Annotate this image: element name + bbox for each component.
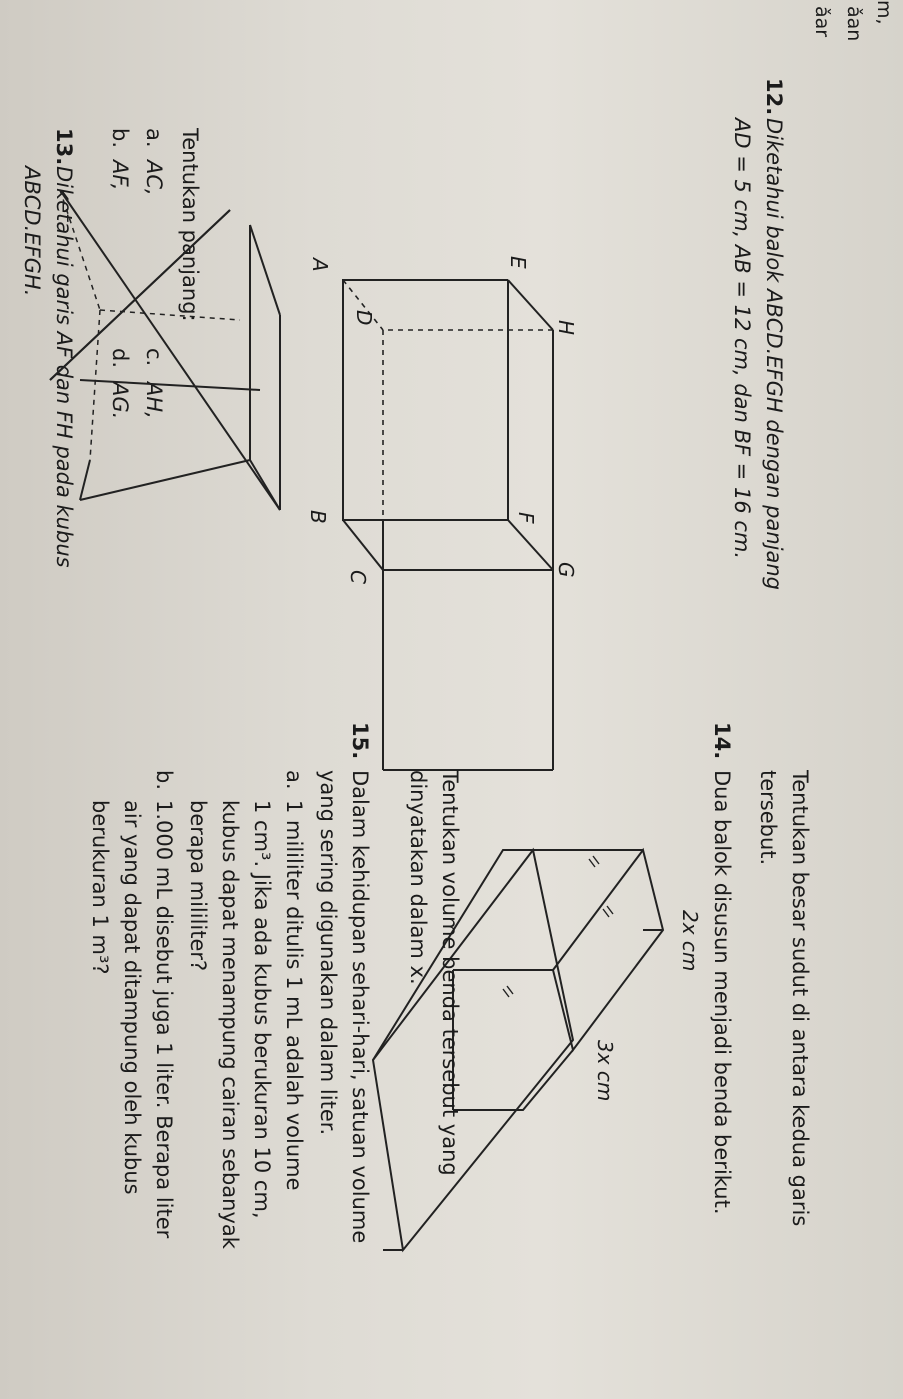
q13-number: 13.	[52, 128, 76, 166]
q12-item-c: AH,	[142, 382, 166, 419]
q12-label-e: E	[506, 256, 530, 269]
q14-after2: dinyatakan dalam x.	[406, 770, 430, 985]
q12-label-a: A	[308, 258, 332, 272]
q12-label-b: B	[306, 510, 330, 524]
q12-line2: AD = 5 cm, AB = 12 cm, dan BF = 16 cm.	[730, 118, 754, 560]
right-top-line1: Tentukan besar sudut di antara kedua garis	[788, 770, 812, 1227]
q15-b-label: b.	[152, 770, 176, 791]
q12-item-a: AC,	[142, 160, 166, 196]
q13-cube-drawing	[20, 170, 320, 570]
q15-a-line2: 1 cm³. Jika ada kubus berukuran 10 cm,	[250, 800, 274, 1219]
q12-line1: Diketahui balok ABCD.EFGH dengan panjang	[762, 118, 786, 590]
q15-line1: Dalam kehidupan sehari-hari, satuan volume	[348, 770, 372, 1244]
q14-after1: Tentukan volume benda tersebut yang	[438, 770, 462, 1176]
q15-a-line3: kubus dapat menampung cairan sebanyak	[218, 800, 242, 1249]
q12-label-g: G	[554, 562, 578, 578]
q15-b-line3: berukuran 1 m³?	[88, 800, 112, 975]
q12-item-b: AF,	[108, 160, 132, 191]
right-top-line2: tersebut.	[756, 770, 780, 866]
q12-label-c: C	[346, 570, 370, 584]
q15-a-line1: 1 mililiter ditulis 1 mL adalah volume	[282, 800, 306, 1191]
q12-label-f: F	[514, 512, 538, 524]
q12-label-h: H	[554, 320, 578, 336]
q12-item-a-label: a.	[142, 128, 166, 148]
margin-fragment: m,	[873, 0, 895, 25]
q12-item-c-label: c.	[142, 348, 166, 367]
margin-fragment: ǎan	[843, 6, 865, 42]
q13-line1: Diketahui garis AF dan FH pada kubus	[52, 166, 76, 568]
q14-dim-left: 2x cm	[678, 910, 702, 972]
q12-item-d-label: d.	[108, 348, 132, 369]
q15-line2: yang sering digunakan dalam liter.	[316, 770, 340, 1136]
margin-fragment: ǎar	[811, 6, 833, 38]
q12-prompt: Tentukan panjang:	[178, 128, 202, 322]
q15-b-line2: air yang dapat ditampung oleh kubus	[120, 800, 144, 1195]
q13-line2: ABCD.EFGH.	[20, 166, 44, 297]
q13-cube-figure	[263, 160, 273, 170]
q14-dim-right: 3x cm	[593, 1040, 617, 1102]
q12-label-d: D	[352, 310, 376, 326]
q15-b-line1: 1.000 mL disebut juga 1 liter. Berapa liter	[152, 800, 176, 1239]
q12-number: 12.	[762, 78, 786, 116]
q14-text: Dua balok disusun menjadi benda berikut.	[710, 770, 734, 1215]
q15-a-label: a.	[282, 770, 306, 790]
q12-item-d: AG.	[108, 382, 132, 420]
q14-number: 14.	[710, 722, 734, 760]
q15-a-line4: berapa mililiter?	[186, 800, 210, 972]
q12-item-b-label: b.	[108, 128, 132, 149]
q15-number: 15.	[348, 722, 372, 760]
